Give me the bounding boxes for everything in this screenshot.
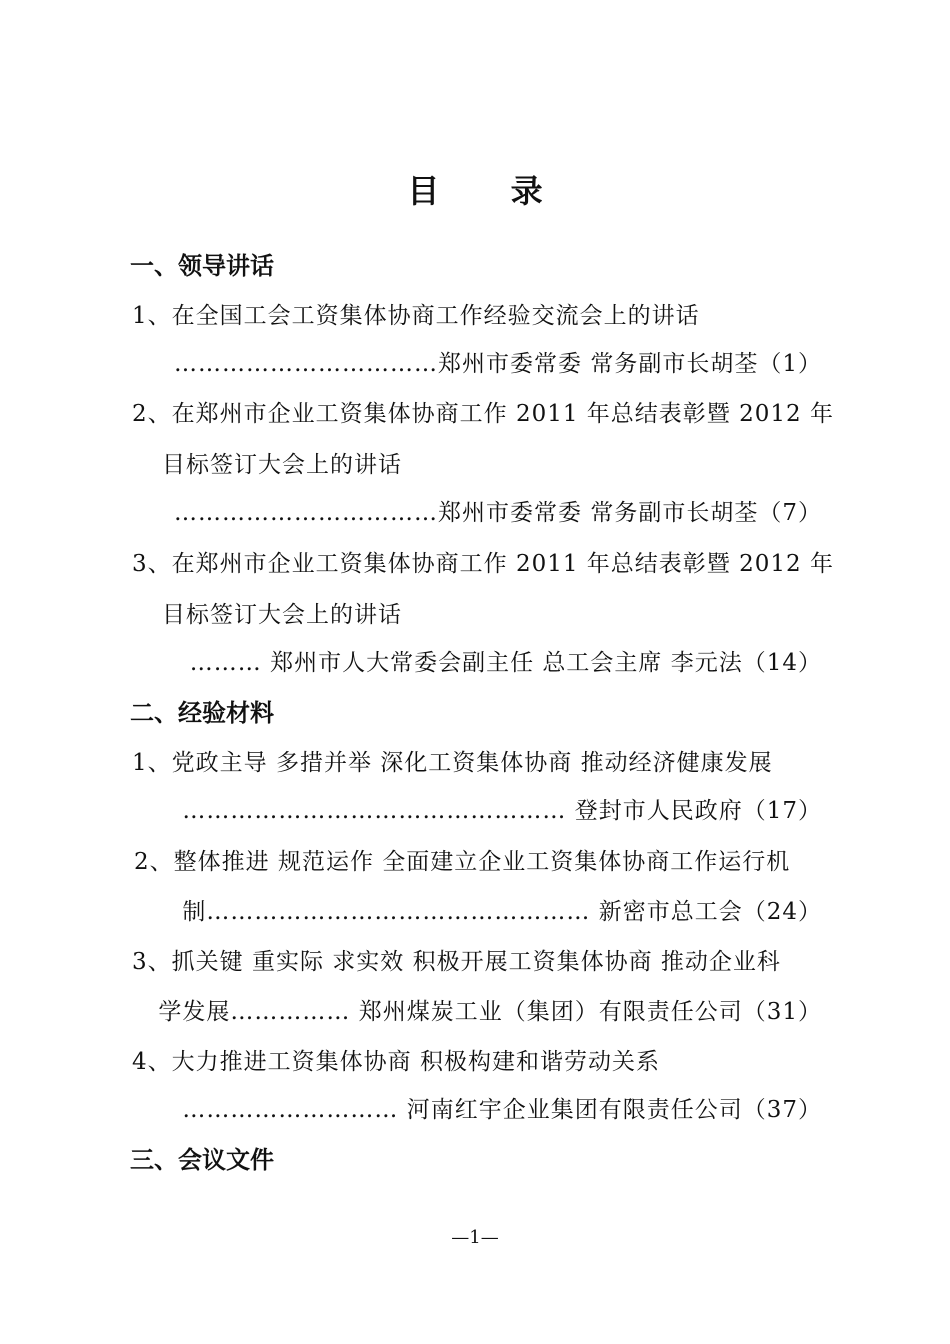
toc-entry-byline: ……………………………郑州市委常委 常务副市长胡荃（1） (174, 351, 822, 377)
toc-entry-title-continued: 目标签订大会上的讲话 (162, 452, 402, 478)
toc-entry-title-continued: 制………………………………………… 新密市总工会（24） (182, 899, 822, 925)
section-heading-meeting-documents: 三、会议文件 (130, 1145, 274, 1174)
page-number: —1— (451, 1227, 499, 1248)
section-heading-experience-materials: 二、经验材料 (130, 698, 274, 727)
toc-entry-title: 1、在全国工会工资集体协商工作经验交流会上的讲话 (132, 303, 700, 329)
toc-entry-title: 2、在郑州市企业工资集体协商工作 2011 年总结表彰暨 2012 年 (132, 401, 834, 427)
toc-entry-title: 3、在郑州市企业工资集体协商工作 2011 年总结表彰暨 2012 年 (132, 551, 834, 577)
toc-entry-title: 4、大力推进工资集体协商 积极构建和谐劳动关系 (132, 1049, 660, 1075)
toc-entry-title: 3、抓关键 重实际 求实效 积极开展工资集体协商 推动企业科 (132, 949, 781, 975)
page-title: 目 录 (407, 172, 573, 210)
toc-entry-title-continued: 目标签订大会上的讲话 (162, 602, 402, 628)
toc-entry-title: 1、党政主导 多措并举 深化工资集体协商 推动经济健康发展 (132, 750, 773, 776)
toc-entry-title-continued: 学发展…………… 郑州煤炭工业（集团）有限责任公司（31） (158, 999, 822, 1025)
toc-entry-byline: ……………………………郑州市委常委 常务副市长胡荃（7） (174, 500, 822, 526)
toc-entry-title: 2、整体推进 规范运作 全面建立企业工资集体协商工作运行机 (134, 849, 791, 875)
section-heading-leader-speeches: 一、领导讲话 (130, 251, 274, 280)
toc-entry-byline: ………………………………………… 登封市人民政府（17） (182, 798, 822, 824)
toc-entry-byline: ……… 郑州市人大常委会副主任 总工会主席 李元法（14） (189, 650, 822, 676)
toc-entry-byline: ……………………… 河南红宇企业集团有限责任公司（37） (182, 1097, 822, 1123)
